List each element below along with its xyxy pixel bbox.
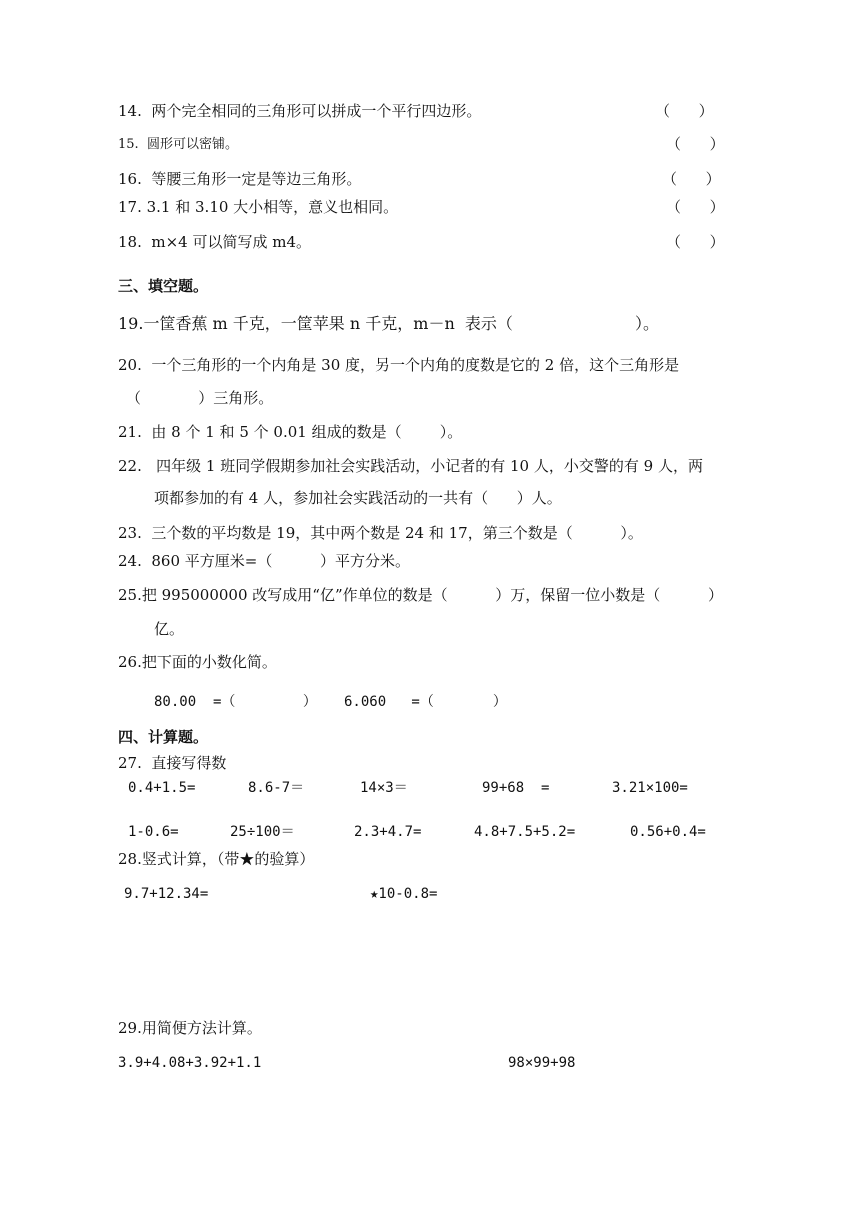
- oral-calc-2-5: 0.56+0.4=: [630, 824, 706, 840]
- simplified-calc-2: 98×99+98: [508, 1055, 576, 1071]
- question-20-line-2: （ ）三角形。: [126, 389, 274, 407]
- question-26: 26.把下面的小数化简。: [118, 653, 277, 671]
- question-17: 17. 3.1 和 3.10 大小相等，意义也相同。: [118, 198, 399, 216]
- oral-calc-1-2: 8.6-7＝: [248, 780, 305, 796]
- question-16: 16. 等腰三角形一定是等边三角形。: [118, 170, 362, 188]
- vertical-calc-1: 9.7+12.34=: [124, 886, 209, 902]
- oral-calc-1-3: 14×3＝: [360, 780, 408, 796]
- oral-calc-1-1: 0.4+1.5=: [128, 780, 196, 796]
- answer-blank-17[interactable]: （ ）: [666, 198, 725, 216]
- question-27: 27. 直接写得数: [118, 754, 227, 772]
- answer-blank-18[interactable]: （ ）: [666, 233, 725, 251]
- question-24: 24. 860 平方厘米=（ ）平方分米。: [118, 552, 411, 570]
- question-22-line-1: 22. 四年级 1 班同学假期参加社会实践活动，小记者的有 10 人，小交警的有 9 人，两: [118, 457, 703, 475]
- question-14: 14. 两个完全相同的三角形可以拼成一个平行四边形。: [118, 102, 482, 120]
- question-25-line-2: 亿。: [154, 620, 185, 638]
- vertical-calc-2: ★10-0.8=: [370, 886, 438, 902]
- oral-calc-2-1: 1-0.6=: [128, 824, 179, 840]
- simplify-item-1: 80.00 =（ ）: [154, 694, 317, 710]
- section-4-title: 四、计算题。: [118, 728, 209, 746]
- answer-blank-16[interactable]: （ ）: [662, 170, 721, 188]
- question-23: 23. 三个数的平均数是 19，其中两个数是 24 和 17，第三个数是（ ）。: [118, 524, 643, 542]
- section-3-title: 三、填空题。: [118, 277, 209, 295]
- question-22-line-2: 项都参加的有 4 人，参加社会实践活动的一共有（ ）人。: [154, 489, 562, 507]
- question-28: 28.竖式计算，（带★的验算）: [118, 850, 315, 868]
- question-29: 29.用简便方法计算。: [118, 1019, 262, 1037]
- answer-blank-15[interactable]: （ ）: [666, 135, 725, 153]
- question-25-line-1: 25.把 995000000 改写成用“亿”作单位的数是（ ）万，保留一位小数是（ ）: [118, 586, 723, 604]
- oral-calc-2-3: 2.3+4.7=: [354, 824, 422, 840]
- simplified-calc-1: 3.9+4.08+3.92+1.1: [118, 1055, 262, 1071]
- question-18: 18. m×4 可以简写成 m4。: [118, 233, 312, 251]
- oral-calc-1-5: 3.21×100=: [612, 780, 688, 796]
- question-15: 15. 圆形可以密铺。: [118, 137, 238, 152]
- question-20-line-1: 20. 一个三角形的一个内角是 30 度，另一个内角的度数是它的 2 倍，这个三角形是: [118, 356, 680, 374]
- question-19: 19.一筐香蕉 m 千克，一筐苹果 n 千克，m－n 表示（ ）。: [118, 314, 659, 333]
- oral-calc-1-4: 99+68 =: [482, 780, 550, 796]
- oral-calc-2-4: 4.8+7.5+5.2=: [474, 824, 576, 840]
- simplify-item-2: 6.060 =（ ）: [344, 694, 507, 710]
- oral-calc-2-2: 25÷100＝: [230, 824, 295, 840]
- question-21: 21. 由 8 个 1 和 5 个 0.01 组成的数是（ ）。: [118, 423, 463, 441]
- answer-blank-14[interactable]: （ ）: [655, 102, 714, 120]
